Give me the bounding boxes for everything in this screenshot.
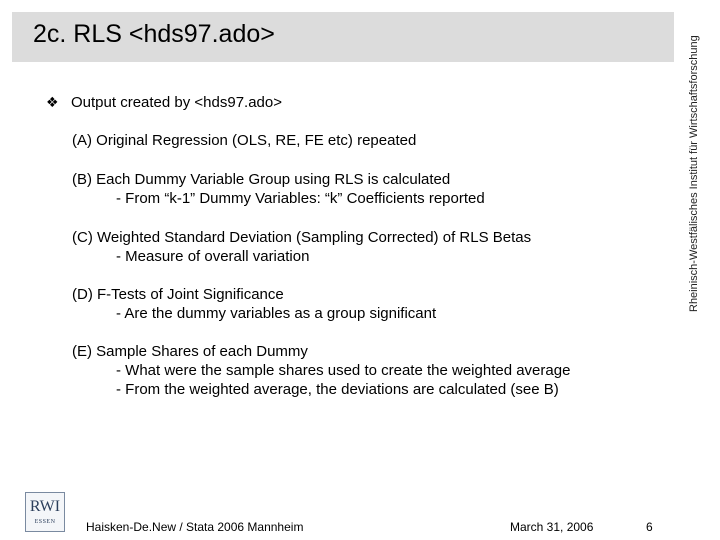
list-item bbox=[72, 170, 485, 208]
slide-title: 2c. RLS <hds97.ado> bbox=[33, 20, 275, 48]
list-item bbox=[72, 228, 531, 266]
logo-subtext: ESSEN bbox=[34, 519, 56, 525]
bullet-line bbox=[46, 94, 282, 111]
list-item bbox=[72, 342, 570, 399]
list-item bbox=[72, 285, 436, 323]
rwi-logo bbox=[25, 492, 65, 532]
diamond-bullet-icon: ❖ bbox=[46, 94, 59, 110]
page-number: 6 bbox=[646, 520, 653, 534]
item-main: (A) Original Regression (OLS, RE, FE etc) repeated bbox=[72, 132, 417, 149]
logo-text: RWI bbox=[29, 498, 61, 515]
item-main: (C) Weighted Standard Deviation (Sampling Corrected) of RLS Betas bbox=[72, 229, 532, 246]
bullet-text: Output created by <hds97.ado> bbox=[71, 94, 282, 111]
footer-author: Haisken-De.New / Stata 2006 Mannheim bbox=[86, 520, 304, 534]
item-sub: - From “k-1” Dummy Variables: “k” Coefficients reported bbox=[116, 190, 485, 207]
list-item bbox=[72, 131, 416, 150]
item-sub: - Are the dummy variables as a group significant bbox=[116, 305, 437, 322]
institute-vertical-text: Rheinisch-Westfälisches Institut für Wirtschaftsforschung bbox=[688, 35, 700, 312]
item-sub: - What were the sample shares used to create the weighted average bbox=[116, 362, 571, 379]
footer-date: March 31, 2006 bbox=[510, 520, 594, 534]
item-sub: - From the weighted average, the deviations are calculated (see B) bbox=[116, 381, 559, 398]
item-main: (E) Sample Shares of each Dummy bbox=[72, 343, 308, 360]
item-sub: - Measure of overall variation bbox=[116, 248, 310, 265]
item-main: (D) F-Tests of Joint Significance bbox=[72, 286, 284, 303]
item-main: (B) Each Dummy Variable Group using RLS is calculated bbox=[72, 171, 451, 188]
